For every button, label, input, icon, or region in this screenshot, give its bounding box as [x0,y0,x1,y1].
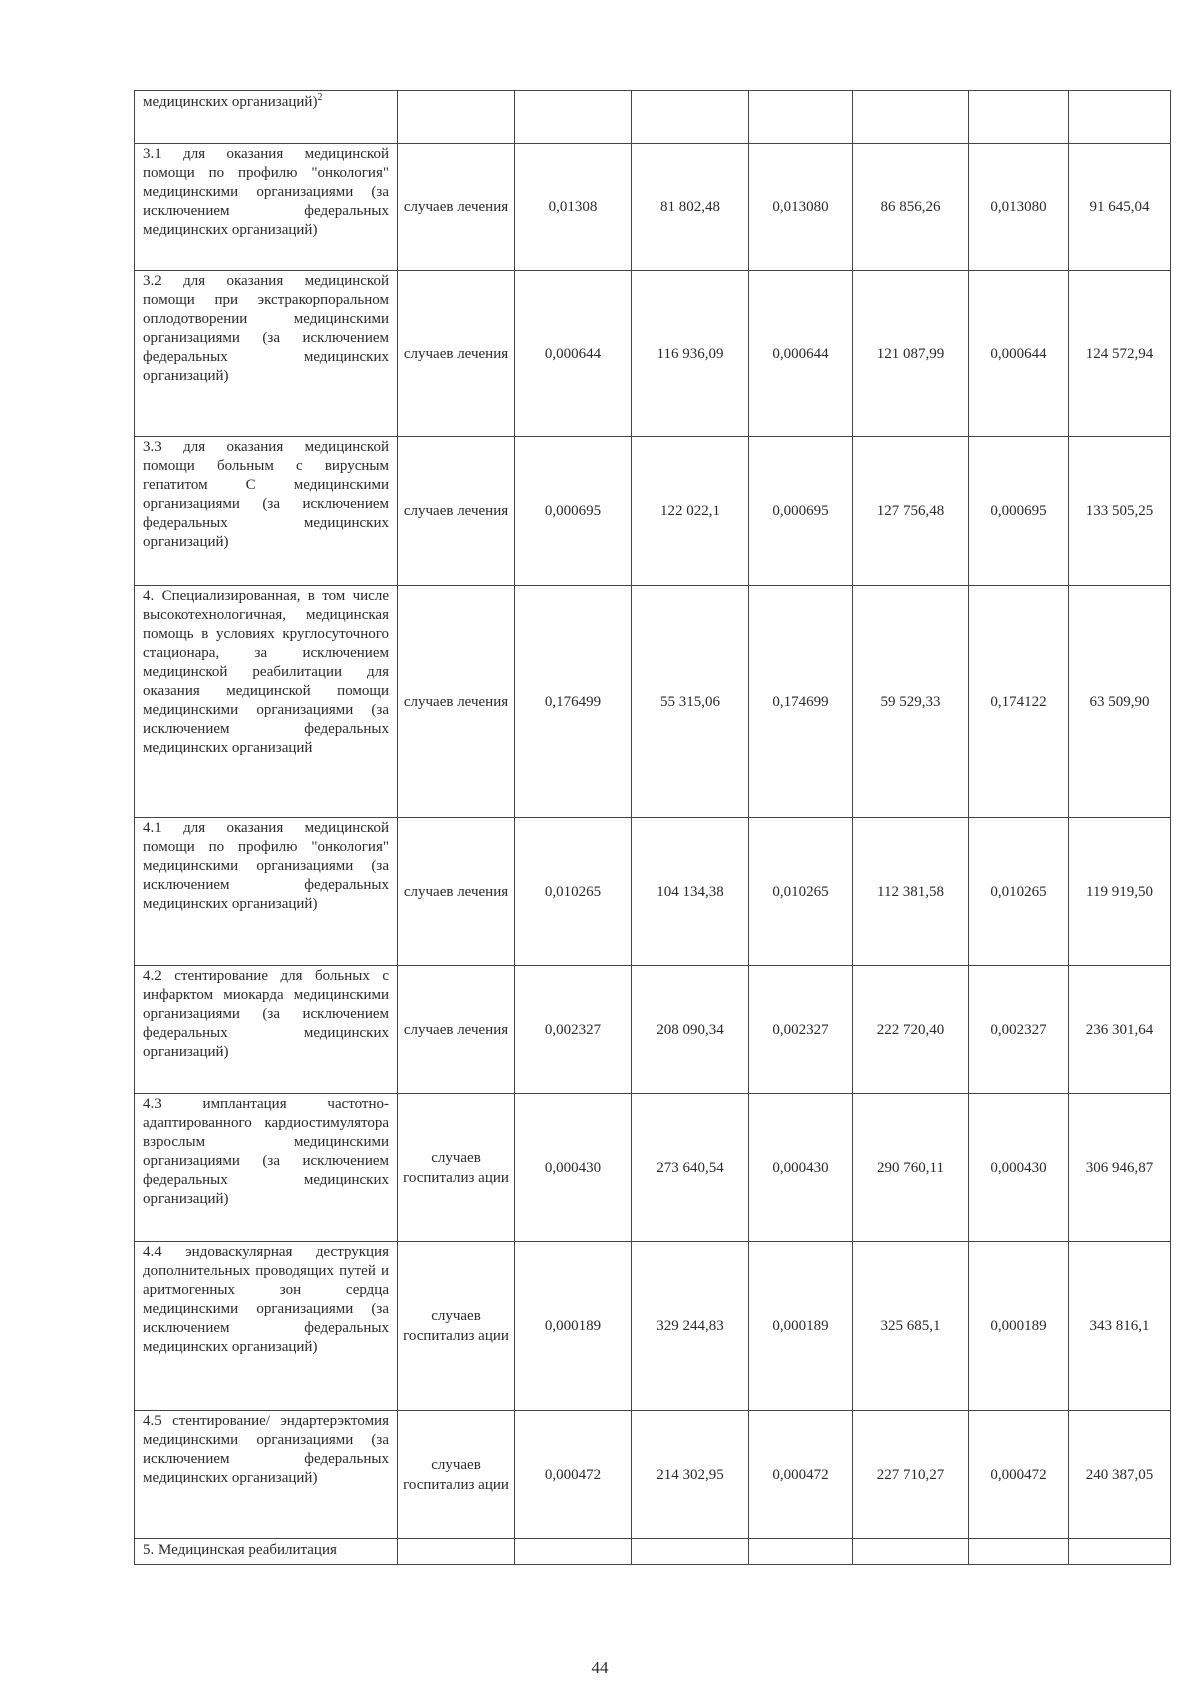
value-cell: 273 640,54 [632,1094,749,1242]
value-cell: 236 301,64 [1069,966,1171,1094]
value-cell: 0,000430 [515,1094,632,1242]
row-name-text: 4.5 стентирование/ эндартерэктомия медицинскими организациями (за исключением федеральных медицинских организаций) [143,1413,389,1486]
page-number: 44 [591,1658,609,1677]
row-name-text: 4.1 для оказания медицинской помощи по профилю "онкология" медицинскими организациями (за исключением федеральных медицинских организаций) [143,820,389,912]
unit-text: случаев лечения [403,503,509,519]
value-cell: 0,000430 [749,1094,853,1242]
row-name-cell [135,144,398,271]
value-cell: 0,000695 [515,437,632,586]
table-row [135,1094,1171,1242]
row-name-cell [135,1242,398,1411]
row-name-cell [135,586,398,818]
value-cell [1069,91,1171,144]
unit-cell [398,586,515,818]
unit-text: случаев лечения [403,693,509,710]
value-cell: 0,002327 [749,966,853,1094]
unit-cell [398,966,515,1094]
unit-text: случаев лечения [403,883,509,900]
unit-text: случаев госпитализ ации [403,1308,509,1344]
row-name-text: 4.4 эндоваскулярная деструкция дополнительных проводящих путей и аритмогенных зон сердца медицинскими организациями (за исключением федеральных медицинских организаций) [143,1244,389,1355]
value-cell: 0,000644 [969,271,1069,437]
row-name-text: 4. Специализированная, в том числе высокотехнологичная, медицинская помощь в условиях круглосуточного стационара, за исключением медицинской реабилитации для оказания медицинской помощи медицинскими организациями (за исключением федеральных медицинских организаций [143,588,389,756]
value-cell: 290 760,11 [853,1094,969,1242]
table-row [135,271,1171,437]
value-cell: 104 134,38 [632,818,749,966]
value-cell: 127 756,48 [853,437,969,586]
value-cell: 343 816,1 [1069,1242,1171,1411]
table-row [135,437,1171,586]
unit-cell [398,437,515,586]
value-cell: 0,002327 [969,966,1069,1094]
value-cell: 0,000189 [749,1242,853,1411]
row-name-cell [135,1094,398,1242]
unit-text: случаев госпитализ ации [403,1149,509,1186]
value-cell: 63 509,90 [1069,586,1171,818]
value-cell: 0,174122 [969,586,1069,818]
unit-cell [398,1242,515,1411]
value-cell [853,1539,969,1565]
value-cell: 86 856,26 [853,144,969,271]
value-cell [632,1539,749,1565]
value-cell [1069,1539,1171,1565]
value-cell: 0,000695 [749,437,853,586]
table-row [135,144,1171,271]
value-cell: 116 936,09 [632,271,749,437]
value-cell: 0,000189 [515,1242,632,1411]
value-cell: 0,000189 [969,1242,1069,1411]
value-cell: 0,013080 [749,144,853,271]
row-name-cell [135,271,398,437]
value-cell: 325 685,1 [853,1242,969,1411]
value-cell [969,1539,1069,1565]
unit-cell [398,144,515,271]
row-name-text: 5. Медицинская реабилитация [143,1542,337,1558]
value-cell [515,1539,632,1565]
value-cell: 0,010265 [969,818,1069,966]
row-name-text: медицинских организаций) [143,94,318,110]
table-row-last [135,1539,1171,1565]
row-name-cell [135,1411,398,1539]
value-cell: 0,000644 [515,271,632,437]
unit-text: случаев лечения [403,345,509,362]
table-row [135,586,1171,818]
value-cell: 0,000472 [749,1411,853,1539]
row-name-cell [135,818,398,966]
norms-table [134,90,1171,1565]
table-row [135,1242,1171,1411]
value-cell: 124 572,94 [1069,271,1171,437]
value-cell: 329 244,83 [632,1242,749,1411]
value-cell: 0,000472 [515,1411,632,1539]
value-cell: 0,010265 [749,818,853,966]
unit-cell [398,1539,515,1565]
row-name-cell [135,91,398,144]
value-cell: 0,000472 [969,1411,1069,1539]
row-name-text: 3.1 для оказания медицинской помощи по профилю "онкология" медицинскими организациями (за исключением федеральных медицинских организаций) [143,146,389,238]
value-cell: 55 315,06 [632,586,749,818]
value-cell: 0,002327 [515,966,632,1094]
row-name-cell [135,1539,398,1565]
value-cell: 122 022,1 [632,437,749,586]
value-cell [632,91,749,144]
value-cell [515,91,632,144]
value-cell: 0,176499 [515,586,632,818]
value-cell: 0,01308 [515,144,632,271]
table-row [135,1411,1171,1539]
value-cell: 121 087,99 [853,271,969,437]
value-cell: 119 919,50 [1069,818,1171,966]
unit-cell [398,1094,515,1242]
row-name-text: 3.2 для оказания медицинской помощи при экстракорпоральном оплодотворении медицинскими организациями (за исключением федеральных медицинских организаций) [143,273,389,384]
value-cell: 0,010265 [515,818,632,966]
unit-cell [398,91,515,144]
unit-cell [398,271,515,437]
value-cell [969,91,1069,144]
value-cell: 59 529,33 [853,586,969,818]
value-cell: 91 645,04 [1069,144,1171,271]
table-row [135,818,1171,966]
value-cell: 208 090,34 [632,966,749,1094]
value-cell: 0,174699 [749,586,853,818]
value-cell: 81 802,48 [632,144,749,271]
value-cell [853,91,969,144]
value-cell: 306 946,87 [1069,1094,1171,1242]
row-name-cell [135,437,398,586]
table-row [135,966,1171,1094]
row-name-text: 3.3 для оказания медицинской помощи больным с вирусным гепатитом С медицинскими организациями (за исключением федеральных медицинских организаций) [143,439,389,550]
row-name-text: 4.3 имплантация частотно-адаптированного кардиостимулятора взрослым медицинскими организациями (за исключением федеральных медицинских организаций) [143,1096,389,1207]
value-cell: 240 387,05 [1069,1411,1171,1539]
unit-text: случаев лечения [403,1021,509,1038]
value-cell: 0,000430 [969,1094,1069,1242]
table-row-continuation [135,91,1171,144]
unit-text: случаев госпитализ ации [403,1456,509,1493]
value-cell: 0,013080 [969,144,1069,271]
unit-cell [398,1411,515,1539]
value-cell: 222 720,40 [853,966,969,1094]
value-cell: 0,000644 [749,271,853,437]
value-cell [749,91,853,144]
value-cell: 227 710,27 [853,1411,969,1539]
row-name-text: 4.2 стентирование для больных с инфарктом миокарда медицинскими организациями (за исключением федеральных медицинских организаций) [143,968,389,1060]
value-cell: 133 505,25 [1069,437,1171,586]
row-name-cell [135,966,398,1094]
unit-text: случаев лечения [403,199,509,215]
value-cell: 112 381,58 [853,818,969,966]
value-cell: 214 302,95 [632,1411,749,1539]
value-cell [749,1539,853,1565]
footnote-marker: 2 [317,92,323,103]
unit-cell [398,818,515,966]
value-cell: 0,000695 [969,437,1069,586]
